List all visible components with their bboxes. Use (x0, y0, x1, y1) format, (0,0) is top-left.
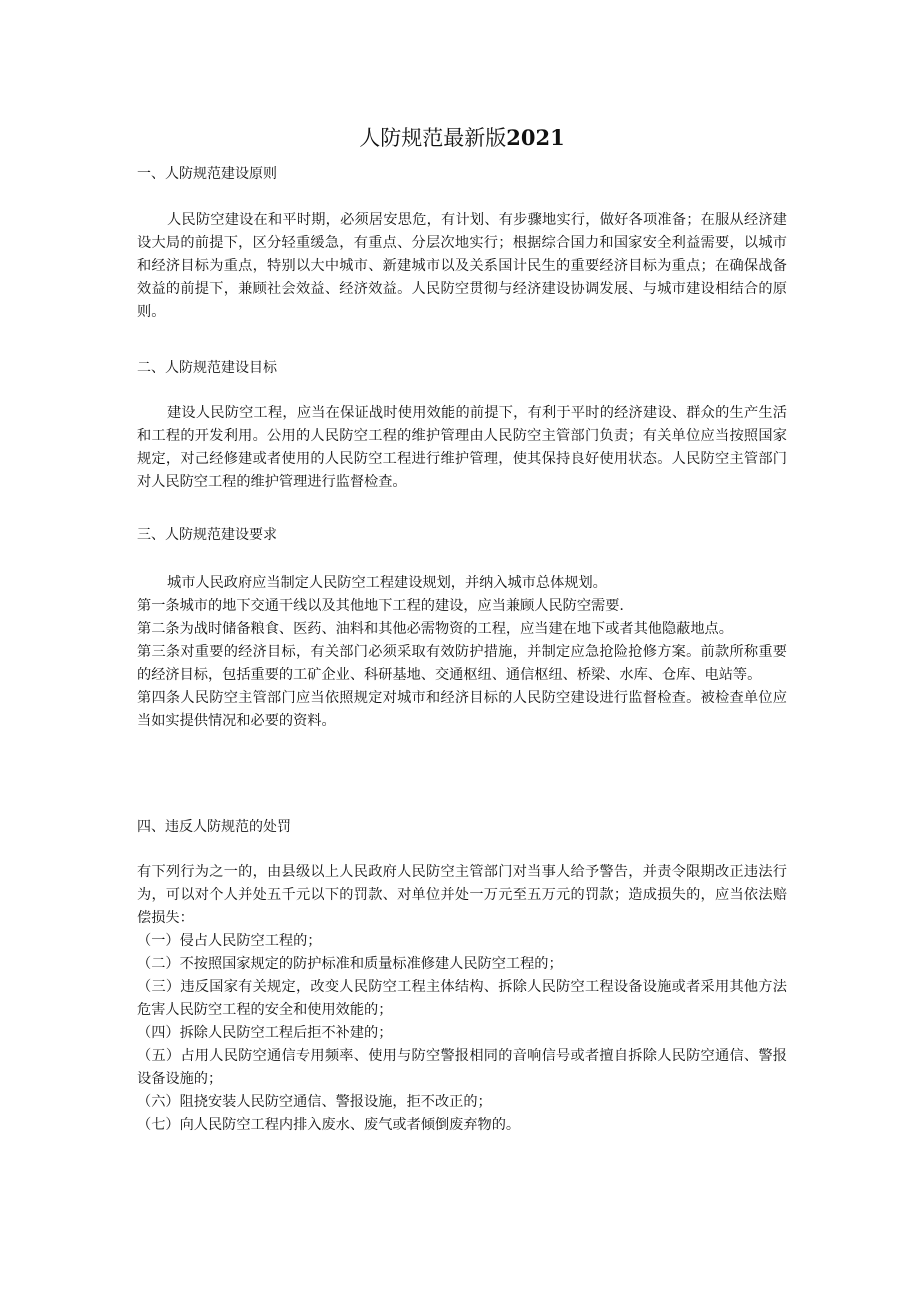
section-paragraph-2: 建设人民防空工程，应当在保证战时使用效能的前提下，有利于平时的经济建设、群众的生产生活和工程的开发利用。公用的人民防空工程的维护管理由人民防空主管部门负责；有关单位应当按照国家规定，对己经修建或者使用的人民防空工程进行维护管理，使其保持良好使用状态。人民防空主管部门对人民防空工程的维护管理进行监督检查。 (137, 405, 787, 490)
title-year: 2021 (506, 125, 565, 150)
section-intro-4: 有下列行为之一的，由县级以上人民政府人民防空主管部门对当事人给予警告，并责令限期改正违法行为，可以对个人并处五千元以下的罚款、对单位并处一万元至五万元的罚款；造成损失的，应当依法赔偿损失： (137, 864, 787, 926)
section-heading-3: 三、人防规范建设要求 (137, 527, 277, 543)
article-1: 第一条城市的地下交通干线以及其他地下工程的建设，应当兼顾人民防空需要. (137, 598, 624, 614)
penalty-item-4: （四）拆除人民防空工程后拒不补建的； (137, 1025, 393, 1041)
article-3: 第三条对重要的经济目标，有关部门必须采取有效防护措施，并制定应急抢险抢修方案。前款所称重要的经济目标，包括重要的工矿企业、科研基地、交通枢纽、通信枢纽、桥梁、水库、仓库、电站等。 (137, 644, 787, 683)
section-intro-3: 城市人民政府应当制定人民防空工程建设规划，并纳入城市总体规划。 (167, 575, 607, 591)
penalty-item-1: （一）侵占人民防空工程的； (137, 933, 322, 949)
section-body-4 (137, 861, 787, 1137)
section-heading-2: 二、人防规范建设目标 (137, 360, 277, 376)
article-4: 第四条人民防空主管部门应当依照规定对城市和经济目标的人民防空建设进行监督检查。被检查单位应当如实提供情况和必要的资料。 (137, 690, 787, 729)
penalty-item-7: （七）向人民防空工程内排入废水、废气或者倾倒废弃物的。 (137, 1117, 521, 1133)
title-text: 人防规范最新版 (359, 126, 507, 150)
section-heading-4: 四、违反人防规范的处罚 (137, 819, 291, 835)
penalty-item-5: （五）占用人民防空通信专用频率、使用与防空警报相同的音响信号或者擅自拆除人民防空通信、警报设备设施的； (137, 1048, 787, 1087)
section-paragraph-1: 人民防空建设在和平时期，必须居安思危，有计划、有步骤地实行，做好各项准备；在服从经济建设大局的前提下，区分轻重缓急，有重点、分层次地实行；根据综合国力和国家安全利益需要，以城市和经济目标为重点，特别以大中城市、新建城市以及关系国计民生的重要经济目标为重点；在确保战备效益的前提下，兼顾社会效益、经济效益。人民防空贯彻与经济建设协调发展、与城市建设相结合的原则。 (137, 212, 787, 320)
section-body-3 (137, 572, 787, 733)
section-heading-1: 一、人防规范建设原则 (137, 166, 277, 182)
penalty-item-2: （二）不按照国家规定的防护标准和质量标准修建人民防空工程的； (137, 956, 563, 972)
article-2: 第二条为战时储备粮食、医药、油料和其他必需物资的工程，应当建在地下或者其他隐蔽地点。 (137, 621, 733, 637)
penalty-item-6: （六）阻挠安装人民防空通信、警报设施，拒不改正的； (137, 1094, 492, 1110)
penalty-item-3: （三）违反国家有关规定，改变人民防空工程主体结构、拆除人民防空工程设备设施或者采用其他方法危害人民防空工程的安全和使用效能的； (137, 979, 787, 1018)
document-title (137, 124, 787, 152)
